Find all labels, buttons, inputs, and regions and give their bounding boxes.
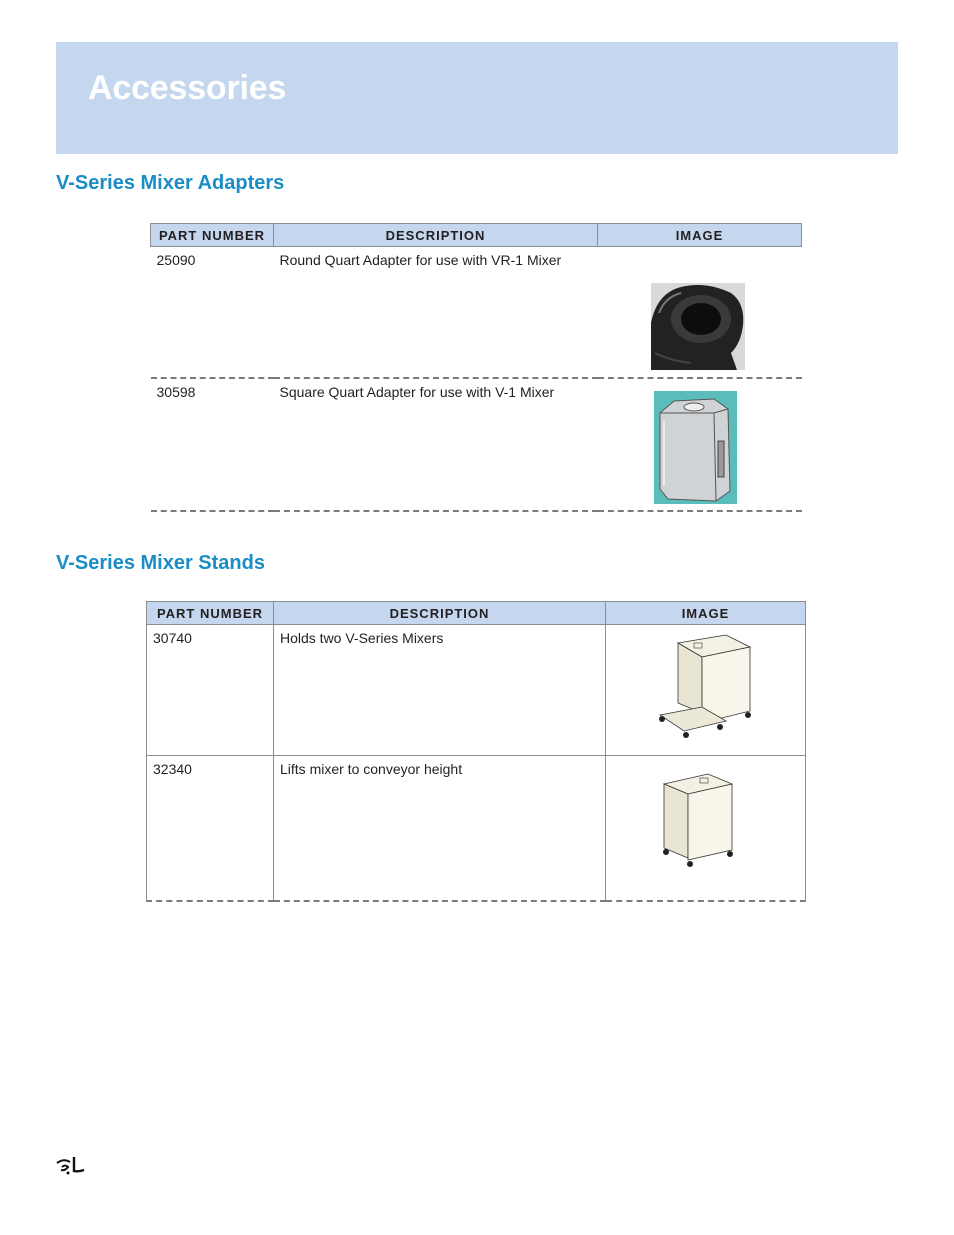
adapters-table — [150, 223, 802, 512]
part-number-cell: 32340 — [147, 756, 274, 901]
image-cell — [606, 625, 806, 756]
description-cell: Holds two V-Series Mixers — [274, 625, 606, 756]
page-banner — [56, 42, 898, 154]
table-header-row — [151, 224, 802, 247]
description-cell: Lifts mixer to conveyor height — [274, 756, 606, 901]
column-header-image: IMAGE — [606, 602, 806, 625]
page-title: Accessories — [88, 69, 287, 107]
table-row — [151, 247, 802, 378]
part-number-cell: 25090 — [151, 247, 274, 378]
image-cell — [598, 247, 802, 378]
double-mixer-stand-image — [656, 633, 754, 749]
column-header-image: IMAGE — [598, 224, 802, 247]
stands-table — [146, 601, 806, 902]
square-quart-adapter-image — [654, 391, 737, 504]
part-number-cell: 30598 — [151, 378, 274, 511]
table-row — [151, 378, 802, 511]
description-cell: Square Quart Adapter for use with V-1 Mixer — [274, 378, 598, 511]
stands-section-title: V-Series Mixer Stands — [56, 552, 265, 574]
image-cell — [598, 378, 802, 511]
description-cell: Round Quart Adapter for use with VR-1 Mixer — [274, 247, 598, 378]
column-header-part-number: PART NUMBER — [147, 602, 274, 625]
column-header-part-number: PART NUMBER — [151, 224, 274, 247]
image-cell — [606, 756, 806, 901]
brand-logo-icon — [56, 1155, 86, 1180]
column-header-description: DESCRIPTION — [274, 224, 598, 247]
column-header-description: DESCRIPTION — [274, 602, 606, 625]
table-row — [147, 625, 806, 756]
brand-logo-icon — [56, 1155, 86, 1175]
single-mixer-stand-image — [660, 770, 736, 872]
adapters-section-title: V-Series Mixer Adapters — [56, 172, 285, 194]
table-header-row — [147, 602, 806, 625]
table-row — [147, 756, 806, 901]
round-quart-adapter-image — [651, 283, 745, 370]
part-number-cell: 30740 — [147, 625, 274, 756]
